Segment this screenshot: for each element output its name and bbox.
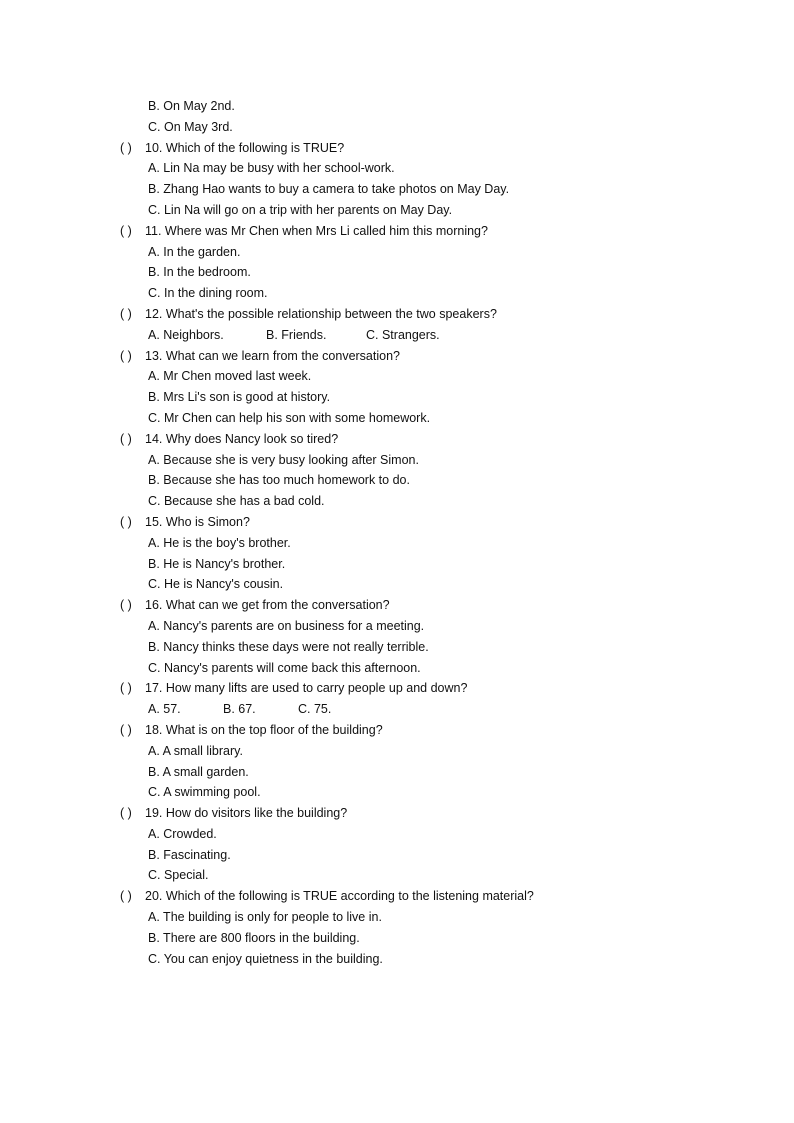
option-text: C. You can enjoy quietness in the building. xyxy=(148,951,383,966)
option-a: A. Neighbors. xyxy=(148,327,224,342)
option-line xyxy=(0,408,794,429)
question-text: 19. How do visitors like the building? xyxy=(145,806,348,821)
question-text: 13. What can we learn from the conversation? xyxy=(145,348,400,363)
option-line xyxy=(0,741,794,762)
question-text: 10. Which of the following is TRUE? xyxy=(145,140,345,155)
answer-blank: ( ) xyxy=(120,223,132,238)
option-line xyxy=(0,96,794,117)
option-text: B. Because she has too much homework to do. xyxy=(148,473,410,488)
answer-blank: ( ) xyxy=(120,722,132,737)
answer-blank: ( ) xyxy=(120,348,132,363)
option-line xyxy=(0,824,794,845)
question-line xyxy=(0,429,794,450)
option-line xyxy=(0,470,794,491)
option-line xyxy=(0,782,794,803)
option-text: A. A small library. xyxy=(148,743,243,758)
option-text: C. Special. xyxy=(148,868,209,883)
option-line xyxy=(0,450,794,471)
option-text: A. He is the boy's brother. xyxy=(148,535,291,550)
option-text: A. The building is only for people to live in. xyxy=(148,910,382,925)
option-line xyxy=(0,366,794,387)
answer-blank: ( ) xyxy=(120,140,132,155)
option-b: B. Friends. xyxy=(266,327,327,342)
answer-blank: ( ) xyxy=(120,681,132,696)
option-text: A. Nancy's parents are on business for a meeting. xyxy=(148,618,425,633)
option-text: B. Nancy thinks these days were not really terrible. xyxy=(148,639,429,654)
question-text: 12. What's the possible relationship between the two speakers? xyxy=(145,306,497,321)
question-line xyxy=(0,678,794,699)
option-line xyxy=(0,554,794,575)
option-line xyxy=(0,637,794,658)
question-line xyxy=(0,346,794,367)
option-text: C. Nancy's parents will come back this afternoon. xyxy=(148,660,421,675)
option-c: C. Strangers. xyxy=(366,327,440,342)
option-text: A. Mr Chen moved last week. xyxy=(148,369,312,384)
option-line xyxy=(0,200,794,221)
question-list xyxy=(0,96,794,969)
option-line xyxy=(0,762,794,783)
question-text: 15. Who is Simon? xyxy=(145,514,250,529)
option-text: A. Because she is very busy looking after Simon. xyxy=(148,452,419,467)
option-text: A. In the garden. xyxy=(148,244,241,259)
option-line xyxy=(0,158,794,179)
option-text: C. A swimming pool. xyxy=(148,785,261,800)
option-text: C. Because she has a bad cold. xyxy=(148,494,325,509)
option-line xyxy=(0,242,794,263)
option-c: C. 75. xyxy=(298,702,332,717)
option-line xyxy=(0,533,794,554)
option-row xyxy=(0,325,794,346)
option-text: B. There are 800 floors in the building. xyxy=(148,930,360,945)
option-b: B. 67. xyxy=(223,702,256,717)
option-line xyxy=(0,949,794,970)
option-text: B. A small garden. xyxy=(148,764,249,779)
answer-blank: ( ) xyxy=(120,598,132,613)
question-line xyxy=(0,720,794,741)
answer-blank: ( ) xyxy=(120,306,132,321)
answer-blank: ( ) xyxy=(120,889,132,904)
question-text: 20. Which of the following is TRUE according to the listening material? xyxy=(145,889,534,904)
answer-blank: ( ) xyxy=(120,514,132,529)
question-line xyxy=(0,304,794,325)
option-line xyxy=(0,907,794,928)
option-text: B. Mrs Li's son is good at history. xyxy=(148,390,331,405)
option-line xyxy=(0,658,794,679)
option-text: B. He is Nancy's brother. xyxy=(148,556,286,571)
question-line xyxy=(0,221,794,242)
option-text: B. On May 2nd. xyxy=(148,99,235,113)
answer-blank: ( ) xyxy=(120,806,132,821)
option-line xyxy=(0,845,794,866)
option-line xyxy=(0,283,794,304)
question-text: 14. Why does Nancy look so tired? xyxy=(145,431,339,446)
option-row xyxy=(0,699,794,720)
option-text: B. Zhang Hao wants to buy a camera to take photos on May Day. xyxy=(148,182,510,197)
option-text: B. In the bedroom. xyxy=(148,265,251,280)
option-line xyxy=(0,491,794,512)
option-text: C. Lin Na will go on a trip with her parents on May Day. xyxy=(148,202,453,217)
option-text: C. In the dining room. xyxy=(148,286,268,301)
option-a: A. 57. xyxy=(148,702,181,717)
option-text: A. Lin Na may be busy with her school-work. xyxy=(148,161,395,176)
question-text: 18. What is on the top floor of the building? xyxy=(145,722,383,737)
option-line xyxy=(0,616,794,637)
question-text: 16. What can we get from the conversation? xyxy=(145,598,390,613)
question-line xyxy=(0,886,794,907)
option-line xyxy=(0,262,794,283)
option-text: C. On May 3rd. xyxy=(148,119,233,134)
question-line xyxy=(0,512,794,533)
question-text: 17. How many lifts are used to carry people up and down? xyxy=(145,681,468,696)
option-text: C. Mr Chen can help his son with some homework. xyxy=(148,410,431,425)
option-line xyxy=(0,179,794,200)
answer-blank: ( ) xyxy=(120,431,132,446)
option-line xyxy=(0,387,794,408)
question-text: 11. Where was Mr Chen when Mrs Li called him this morning? xyxy=(145,223,488,238)
option-text: B. Fascinating. xyxy=(148,847,231,862)
option-line xyxy=(0,928,794,949)
question-line xyxy=(0,803,794,824)
option-line xyxy=(0,117,794,138)
option-text: A. Crowded. xyxy=(148,826,217,841)
option-line xyxy=(0,574,794,595)
question-line xyxy=(0,138,794,159)
option-line xyxy=(0,865,794,886)
question-line xyxy=(0,595,794,616)
option-text: C. He is Nancy's cousin. xyxy=(148,577,284,592)
